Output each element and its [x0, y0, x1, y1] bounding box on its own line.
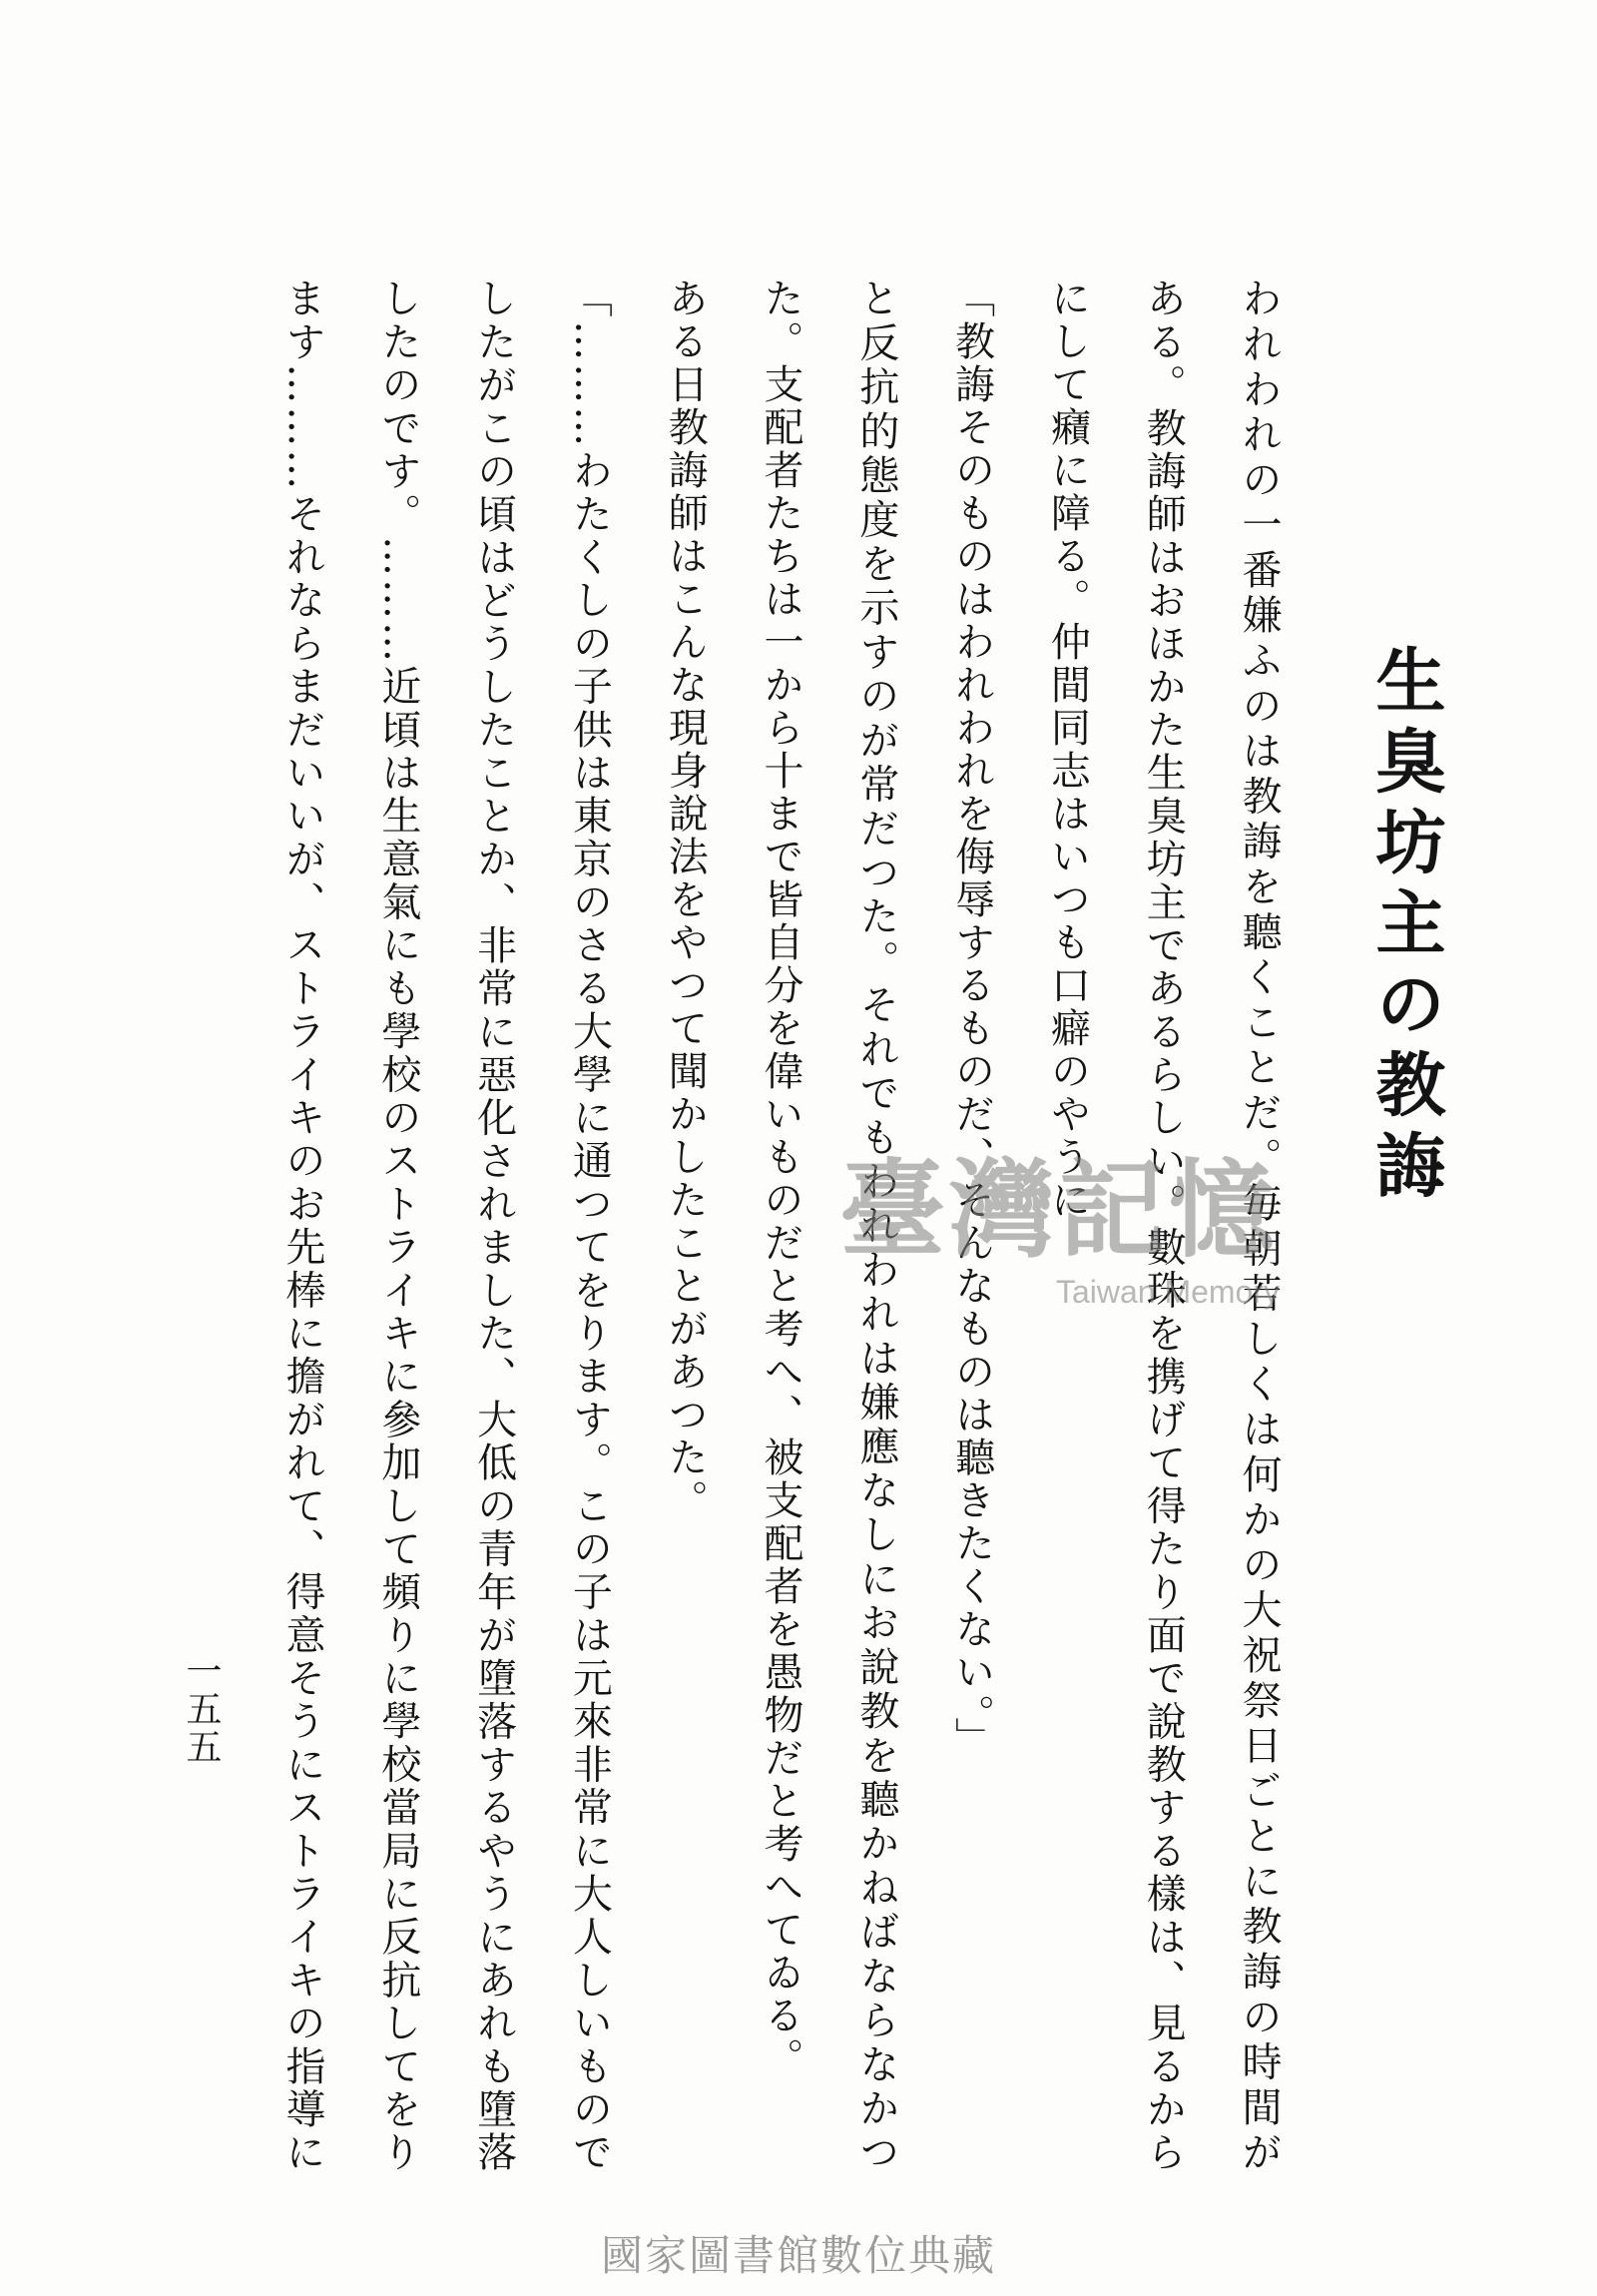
text-column: 「教誨そのものはわれわれを侮辱するものだ、そんなものは聽きたくない。」: [948, 278, 995, 1760]
watermark-logo-subtext: Taiwan Memory: [1055, 1274, 1280, 1310]
watermark-logo-text: 臺灣記憶: [839, 1147, 1279, 1272]
text-column: ある日教誨師はこんな現身說法をやつて聞かしたことがあつた。: [662, 278, 709, 1522]
page-number: 一五五: [181, 1652, 222, 1766]
text-column: われわれの一番嫌ふのは教誨を聽くことだ。毎朝若しくは何かの大祝祭日ごとに教誨の時間が: [1236, 278, 1282, 2175]
text-column: したがこの頃はどうしたことか、非常に惡化されました、大低の青年が墮落するやうにあれも墮落: [470, 278, 517, 2174]
text-column: た。支配者たちは一から十まで皆自分を偉いものだと考へ、被支配者を愚物だと考へてゐる。: [758, 278, 804, 2080]
text-column: ます………それならまだいいが、ストライキのお先棒に擔がれて、得意そうにストライキの指導に: [279, 278, 326, 2174]
text-column: したのです。………近頃は生意氣にも學校のストライキに參加して頻りに學校當局に反抗してをり: [374, 278, 421, 2175]
chapter-title: 生臭坊主の教誨: [1364, 644, 1447, 1210]
footer-credit: 國家圖書館數位典藏: [600, 2231, 996, 2280]
text-column: にして癪に障る。仲間同志はいつも口癖のやうに: [1044, 278, 1091, 1222]
body-text: [254, 278, 1306, 2174]
text-column: ある。教誨師はおほかた生臭坊主であるらしい。數珠を携げて得たり面で說教する樣は、見るから: [1140, 278, 1187, 2174]
text-column: と反抗的態度を示すのが常だつた。それでもわれわれは嫌應なしにお說教を聽かねばならなかつ: [852, 278, 899, 2174]
text-column: 「………わたくしの子供は東京のさる大學に通つてをります。この子は元來非常に大人しいもので: [566, 278, 613, 2174]
